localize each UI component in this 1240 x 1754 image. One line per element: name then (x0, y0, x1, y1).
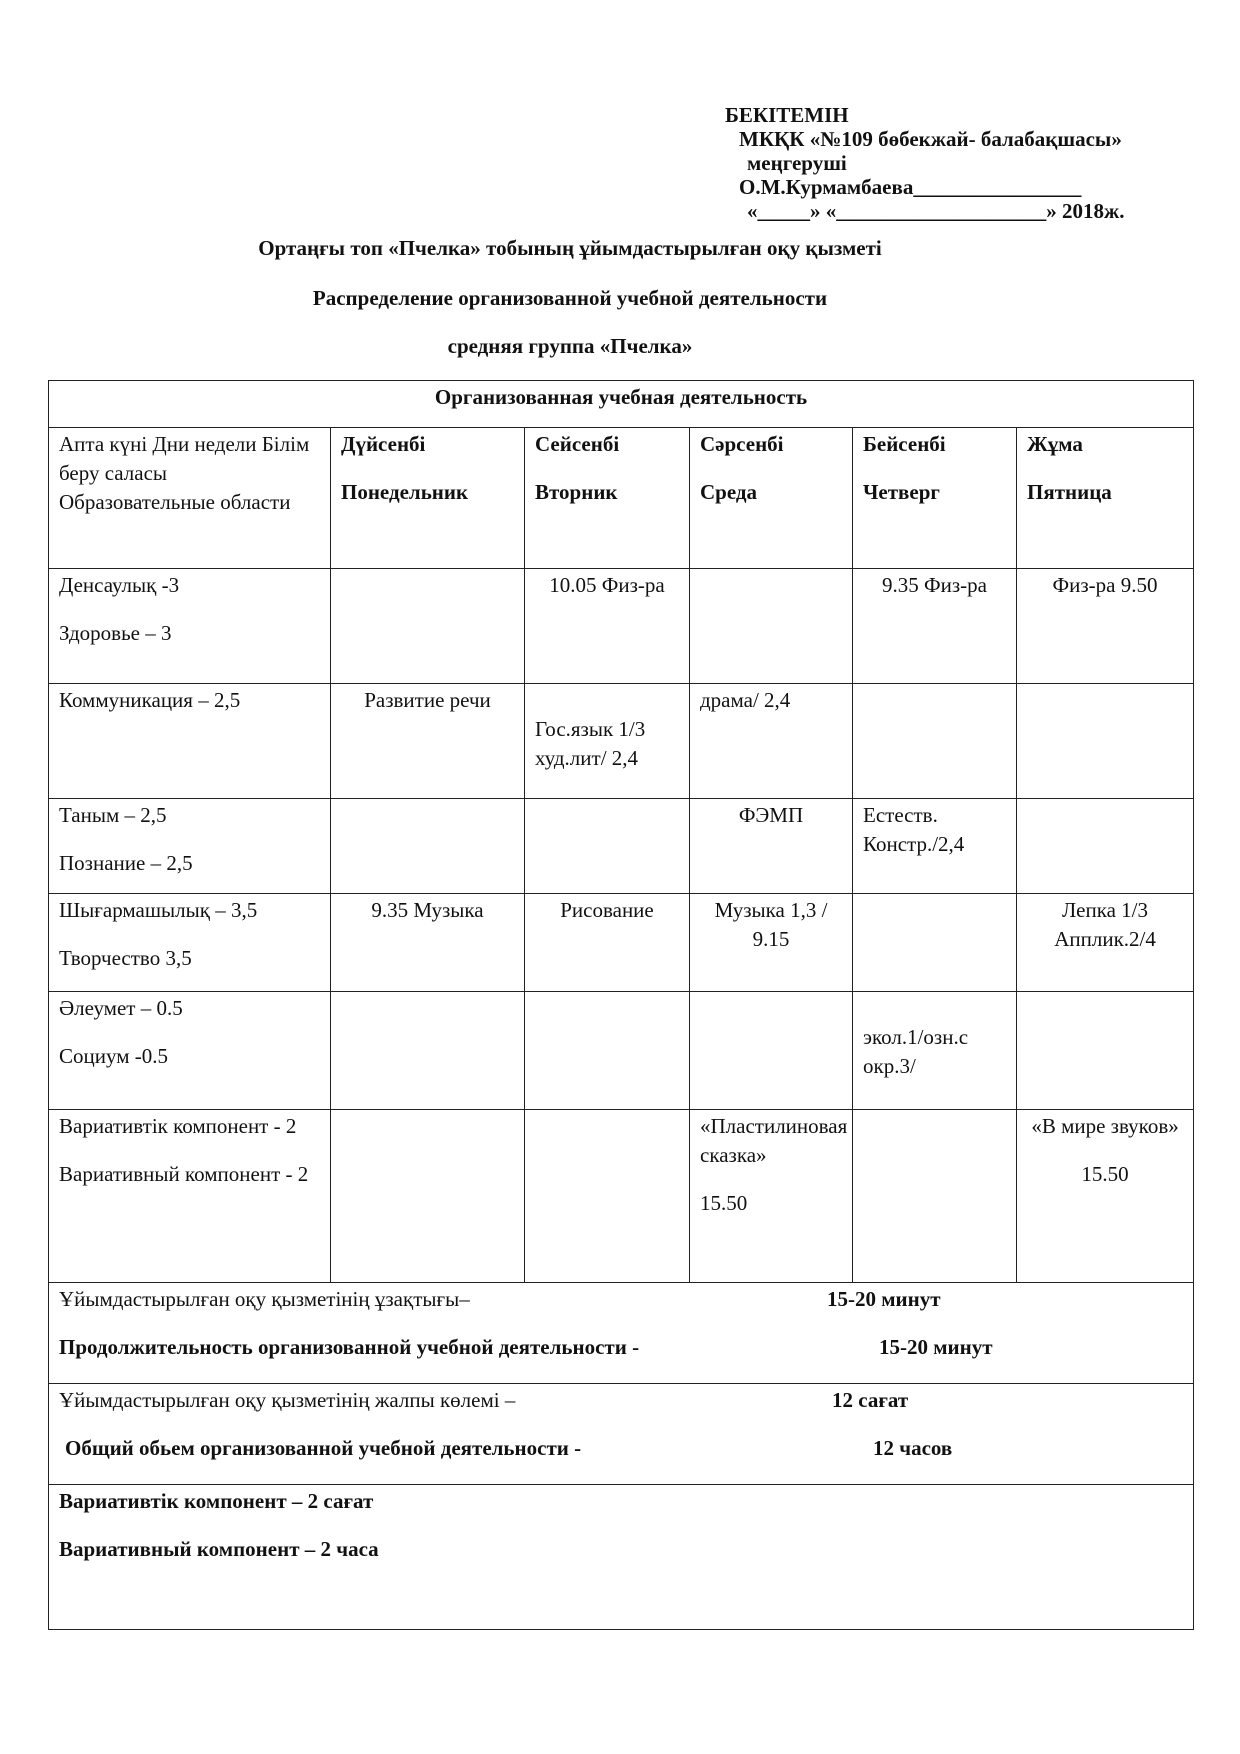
schedule-cell (853, 1110, 1017, 1283)
schedule-cell: Гос.язык 1/3 худ.лит/ 2,4 (525, 684, 690, 799)
schedule-cell (525, 992, 690, 1110)
table-row (49, 992, 1194, 1110)
table-row (49, 799, 1194, 894)
table-row (49, 894, 1194, 992)
schedule-cell (690, 992, 853, 1110)
schedule-cell: «Пластилиновая сказка» 15.50 (690, 1110, 853, 1283)
schedule-cell: 10.05 Физ-ра (525, 569, 690, 684)
approval-title: БЕКІТЕМІН (725, 103, 849, 127)
header-row (49, 428, 1194, 569)
schedule-cell (331, 992, 525, 1110)
schedule-cell: Лепка 1/3 Апплик.2/4 (1017, 894, 1194, 992)
area-cell: Таным – 2,5 Познание – 2,5 (49, 799, 331, 894)
schedule-cell: Развитие речи (331, 684, 525, 799)
schedule-cell (853, 894, 1017, 992)
approval-signature: О.М.Курмамбаева________________ (739, 175, 1082, 199)
table-row (49, 569, 1194, 684)
schedule-cell: 9.35 Физ-ра (853, 569, 1017, 684)
day-header: Бейсенбі Четверг (853, 428, 1017, 569)
area-cell: Денсаулық -3 Здоровье – 3 (49, 569, 331, 684)
schedule-cell (525, 1110, 690, 1283)
title-group: средняя группа «Пчелка» (447, 334, 693, 358)
schedule-cell (1017, 992, 1194, 1110)
schedule-cell (853, 684, 1017, 799)
title-kz: Ортаңғы топ «Пчелка» тобының ұйымдастырылған оқу қызметі (258, 236, 882, 260)
schedule-cell: Музыка 1,3 / 9.15 (690, 894, 853, 992)
schedule-cell: Естеств. Констр./2,4 (853, 799, 1017, 894)
schedule-cell: 9.35 Музыка (331, 894, 525, 992)
table-row (49, 1110, 1194, 1283)
approval-date: «_____» «____________________» 2018ж. (747, 199, 1125, 223)
area-cell: Әлеумет – 0.5 Социум -0.5 (49, 992, 331, 1110)
variative-row (49, 1485, 1194, 1630)
day-header: Сейсенбі Вторник (525, 428, 690, 569)
table-caption: Организованная учебная деятельность (49, 381, 1194, 428)
area-cell: Вариативтік компонент - 2 Вариативный компонент - 2 (49, 1110, 331, 1283)
title-ru: Распределение организованной учебной деятельности (312, 286, 828, 310)
table-row (49, 684, 1194, 799)
duration-cell: Ұйымдастырылған оқу қызметінің ұзақтығы– 15-20 минут Продолжительность организованной учебной деятельности - 15-20 минут (49, 1283, 1194, 1384)
schedule-cell (331, 569, 525, 684)
schedule-cell (331, 799, 525, 894)
day-header: Дүйсенбі Понедельник (331, 428, 525, 569)
volume-row (49, 1384, 1194, 1485)
approval-position: меңгеруші (747, 151, 847, 175)
schedule-cell: Физ-ра 9.50 (1017, 569, 1194, 684)
schedule-cell (525, 799, 690, 894)
variative-cell: Вариативтік компонент – 2 сағат Вариативный компонент – 2 часа (49, 1485, 1194, 1630)
area-cell: Шығармашылық – 3,5 Творчество 3,5 (49, 894, 331, 992)
schedule-cell: экол.1/озн.с окр.3/ (853, 992, 1017, 1110)
schedule-cell (1017, 684, 1194, 799)
day-header: Жұма Пятница (1017, 428, 1194, 569)
day-header: Сәрсенбі Среда (690, 428, 853, 569)
schedule-cell (690, 569, 853, 684)
approval-organization: МКҚК «№109 бөбекжай- балабақшасы» (739, 127, 1122, 151)
schedule-table (48, 380, 1194, 1630)
area-cell: Коммуникация – 2,5 (49, 684, 331, 799)
schedule-cell (331, 1110, 525, 1283)
corner-cell: Апта күні Дни недели Білім беру саласы Образовательные области (49, 428, 331, 569)
approval-block (725, 103, 1124, 223)
schedule-cell: Рисование (525, 894, 690, 992)
schedule-cell (1017, 799, 1194, 894)
schedule-cell: драма/ 2,4 (690, 684, 853, 799)
schedule-cell: ФЭМП (690, 799, 853, 894)
duration-row (49, 1283, 1194, 1384)
schedule-cell: «В мире звуков» 15.50 (1017, 1110, 1194, 1283)
volume-cell: Ұйымдастырылған оқу қызметінің жалпы көлемі – 12 сағат Общий обьем организованной учебной деятельности - 12 часов (49, 1384, 1194, 1485)
